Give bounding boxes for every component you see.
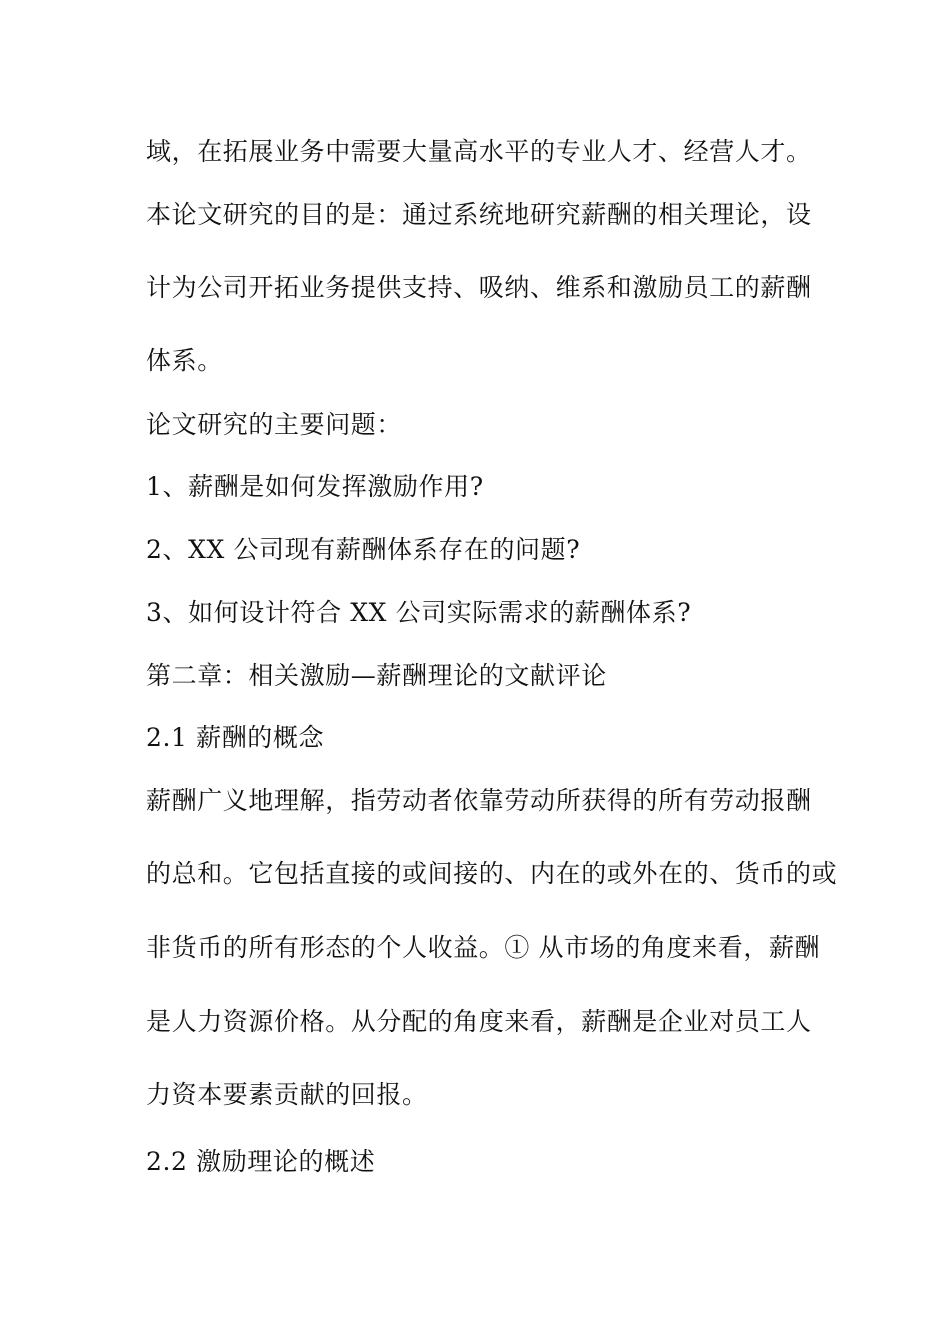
text-line: 域，在拓展业务中需要大量高水平的专业人才、经营人才。 [146, 137, 812, 166]
chapter-heading: 第二章：相关激励—薪酬理论的文献评论 [146, 661, 607, 690]
text-line: 薪酬广义地理解，指劳动者依靠劳动所获得的所有劳动报酬 [146, 786, 812, 815]
list-item: 1、薪酬是如何发挥激励作用? [146, 472, 484, 501]
text-line: 本论文研究的目的是：通过系统地研究薪酬的相关理论，设 [146, 200, 812, 229]
section-heading: 2.2 激励理论的概述 [146, 1147, 376, 1176]
text-line: 非货币的所有形态的个人收益。① 从市场的角度来看，薪酬 [146, 933, 821, 962]
list-item: 2、XX 公司现有薪酬体系存在的问题? [146, 535, 581, 564]
list-item: 3、如何设计符合 XX 公司实际需求的薪酬体系? [146, 598, 692, 627]
text-line: 的总和。它包括直接的或间接的、内在的或外在的、货币的或 [146, 859, 838, 888]
text-line: 计为公司开拓业务提供支持、吸纳、维系和激励员工的薪酬 [146, 273, 812, 302]
text-line: 力资本要素贡献的回报。 [146, 1080, 428, 1109]
text-line: 论文研究的主要问题： [146, 410, 403, 439]
text-line: 是人力资源价格。从分配的角度来看，薪酬是企业对员工人 [146, 1007, 812, 1036]
text-line: 体系。 [146, 346, 223, 375]
section-heading: 2.1 薪酬的概念 [146, 723, 325, 752]
